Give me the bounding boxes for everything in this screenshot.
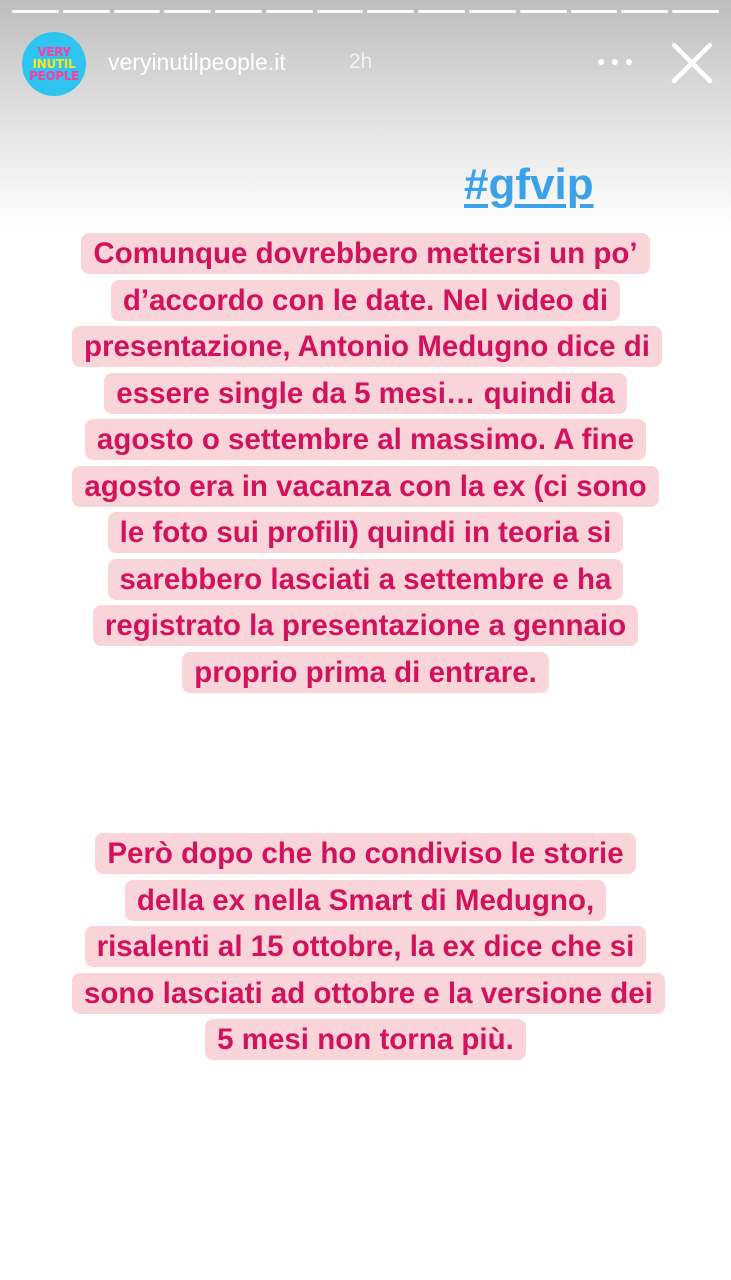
progress-segment: [63, 10, 110, 13]
story-text-paragraph-1: [72, 231, 659, 696]
story-text-highlight: Però dopo che ho condiviso le storie della ex nella Smart di Medugno, risalenti al 15 ottobre, la ex dice che si sono lasciati ad ottobre e la versione dei 5 mesi non torna più.: [72, 833, 665, 1060]
story-progress-bar: [12, 10, 719, 13]
progress-segment: [469, 10, 516, 13]
progress-segment: [367, 10, 414, 13]
progress-segment: [621, 10, 668, 13]
progress-segment: [317, 10, 364, 13]
progress-segment: [418, 10, 465, 13]
progress-segment: [520, 10, 567, 13]
progress-segment: [215, 10, 262, 13]
hashtag-sticker[interactable]: #gfvip: [464, 160, 594, 209]
avatar[interactable]: [22, 32, 86, 96]
avatar-logo-line: PEOPLE: [28, 69, 80, 83]
top-gradient: [0, 0, 731, 230]
story-text-paragraph-2: [72, 831, 659, 1064]
username-link[interactable]: veryinutilpeople.it: [108, 49, 286, 75]
progress-segment: [12, 10, 59, 13]
more-horizontal-icon[interactable]: [590, 50, 640, 74]
progress-segment: [266, 10, 313, 13]
avatar-logo-line: INUTIL: [32, 57, 76, 71]
avatar-logo-line: VERY: [37, 45, 71, 59]
post-time: 2h: [349, 50, 373, 73]
progress-segment: [571, 10, 618, 13]
story-text-highlight: Comunque dovrebbero mettersi un po’ d’accordo con le date. Nel video di presentazione, Antonio Medugno dice di essere single da 5 mesi… quindi da agosto o settembre al massimo. A fine agosto era in vacanza con la ex (ci sono le foto sui profili) quindi in teoria si sarebbero lasciati a settembre e ha registrato la presentazione a gennaio proprio prima di entrare.: [72, 233, 662, 693]
progress-segment: [164, 10, 211, 13]
progress-segment: [114, 10, 161, 13]
close-icon[interactable]: [665, 36, 719, 90]
progress-segment: [672, 10, 719, 13]
